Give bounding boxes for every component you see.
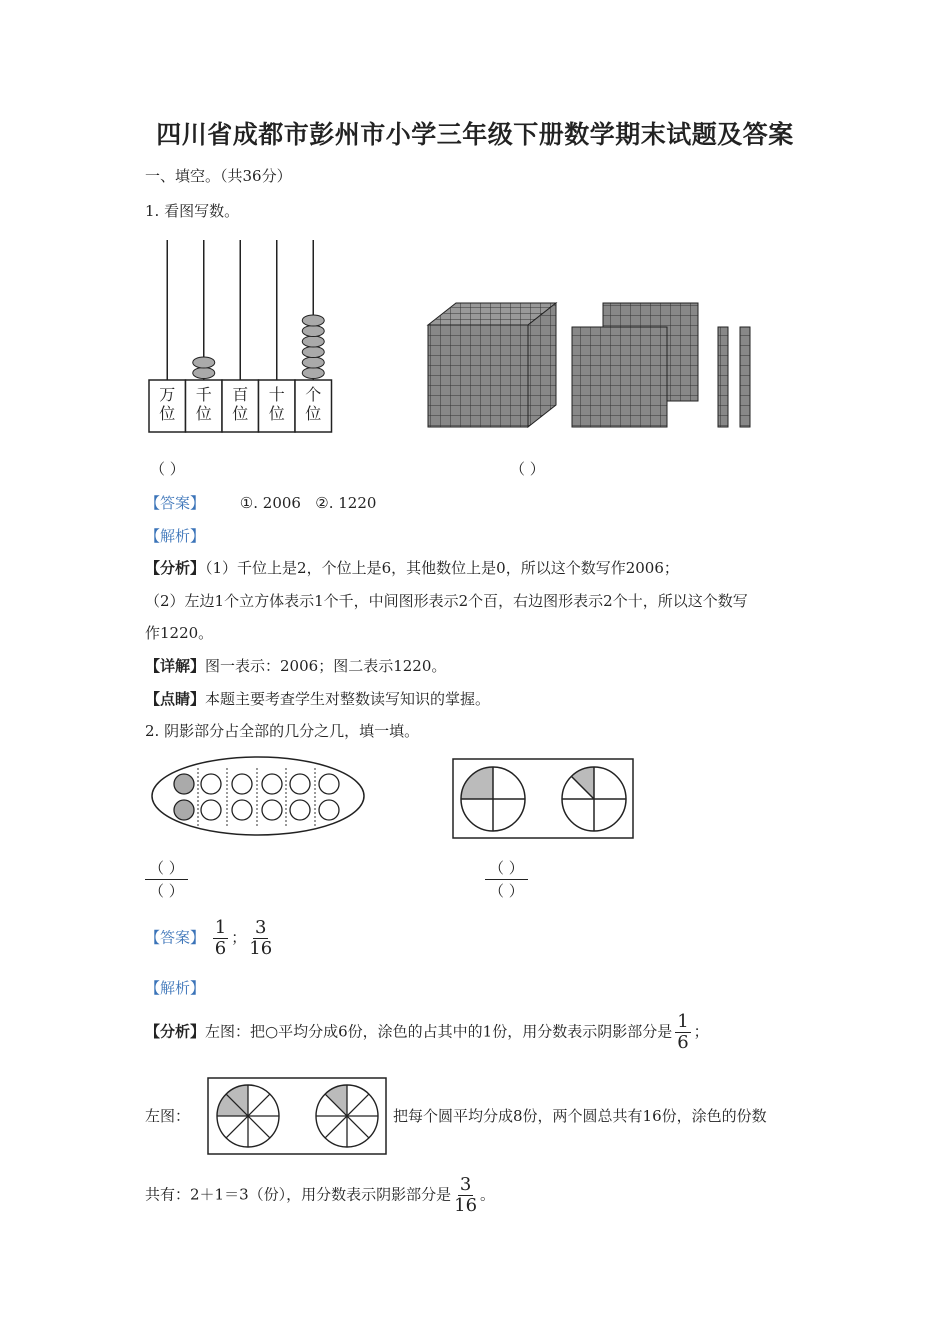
fenxi-tag: 【分析】 — [145, 559, 206, 577]
ten-rod — [718, 327, 728, 427]
page-title: 四川省成都市彭州市小学三年级下册数学期末试题及答案 — [156, 120, 794, 149]
eighths-circles-figure — [207, 1077, 387, 1155]
answer-blank-left[interactable]: （ ） — [150, 460, 185, 478]
ten-rod — [740, 327, 750, 427]
eighths-circle-left — [217, 1085, 279, 1147]
eighth-circle-right — [562, 767, 626, 831]
answer-tag: 【答案】 — [145, 928, 206, 947]
blank-denominator[interactable]: （ ） — [149, 882, 184, 900]
counting-circle — [201, 774, 221, 794]
abacus-bead — [193, 357, 215, 368]
xiangjie-text: 图一表示：2006；图二表示1220。 — [205, 657, 447, 675]
analysis-tag: 【解析】 — [145, 979, 206, 997]
counting-circle — [262, 774, 282, 794]
counting-circle — [290, 800, 310, 820]
abacus-place-label: 位 — [305, 404, 322, 423]
hundred-flat-front — [572, 327, 667, 427]
fenxi-line-3: 作1220。 — [145, 624, 214, 642]
abacus-place-label: 个 — [305, 385, 322, 404]
numerator: 3 — [254, 917, 267, 938]
abacus-place-label: 千 — [195, 385, 212, 404]
abacus-place-label: 万 — [159, 385, 176, 404]
left-figure-text: 把每个圆平均分成8份，两个圆总共有16份，涂色的份数 — [393, 1107, 767, 1125]
abacus-place-label: 位 — [159, 404, 176, 423]
base-ten-blocks-figure — [420, 295, 760, 435]
fenxi-fraction — [675, 1012, 690, 1053]
numerator: 1 — [677, 1011, 689, 1032]
answer-text: ①. 2006 ②. 1220 — [239, 494, 377, 512]
dianjing-tag: 【点睛】 — [145, 690, 206, 708]
counting-circle — [290, 774, 310, 794]
blank-denominator[interactable]: （ ） — [489, 882, 524, 900]
abacus-place-label: 位 — [268, 404, 285, 423]
counting-circle — [174, 800, 194, 820]
answer-fraction-1 — [213, 918, 228, 959]
section-heading: 一、填空。（共36分） — [145, 167, 292, 185]
abacus-place-label: 位 — [232, 404, 249, 423]
answer-blank-right[interactable]: （ ） — [510, 460, 545, 478]
separator: ； — [231, 928, 247, 947]
counting-circle — [232, 800, 252, 820]
abacus-bead — [193, 368, 215, 379]
numerator: 1 — [214, 917, 227, 938]
abacus-figure — [140, 236, 340, 436]
punctuation: 。 — [480, 1185, 496, 1204]
denominator: 16 — [249, 938, 273, 959]
fenxi-text: （1）千位上是2，个位上是6，其他数位上是0，所以这个数写作2006； — [205, 559, 679, 577]
denominator: 6 — [214, 938, 227, 959]
shaded-sector — [325, 1085, 347, 1116]
denominator: 16 — [454, 1195, 478, 1216]
total-text: 共有：2＋1＝3（份），用分数表示阴影部分是 — [145, 1185, 452, 1204]
denominator: 6 — [677, 1032, 689, 1053]
counting-circle — [319, 800, 339, 820]
counting-circle — [201, 800, 221, 820]
counting-circle — [319, 774, 339, 794]
counting-circle — [174, 774, 194, 794]
question-1-prompt: 1. 看图写数。 — [145, 202, 240, 220]
abacus-bead — [302, 326, 324, 337]
quarter-circle-left — [461, 767, 525, 831]
abacus-place-label: 位 — [195, 404, 212, 423]
eighths-circle-right — [316, 1085, 378, 1147]
abacus-place-label: 十 — [268, 385, 285, 404]
thousand-cube — [428, 303, 556, 427]
punctuation: ； — [693, 1022, 709, 1041]
blank-fraction-left[interactable] — [145, 857, 188, 902]
blank-numerator[interactable]: （ ） — [145, 857, 188, 880]
abacus-bead — [302, 368, 324, 379]
fenxi-text: 左图：把○平均分成6份，涂色的占其中的1份，用分数表示阴影部分是 — [205, 1022, 673, 1041]
xiangjie-tag: 【详解】 — [145, 657, 206, 675]
counting-circle — [262, 800, 282, 820]
oval-circles-figure — [150, 754, 372, 840]
analysis-tag: 【解析】 — [145, 527, 206, 545]
blank-numerator[interactable]: （ ） — [485, 857, 528, 880]
question-2-prompt: 2. 阴影部分占全部的几分之几，填一填。 — [145, 722, 420, 740]
blank-fraction-right[interactable] — [485, 857, 528, 902]
dianjing-text: 本题主要考查学生对整数读写知识的掌握。 — [205, 690, 491, 708]
numerator: 3 — [459, 1174, 472, 1195]
total-fraction — [454, 1175, 477, 1216]
abacus-bead — [302, 347, 324, 358]
answer-tag: 【答案】 — [145, 494, 206, 512]
fenxi-line-2: （2）左边1个立方体表示1个千，中间图形表示2个百，右边图形表示2个十，所以这个数写 — [145, 592, 748, 610]
counting-circle — [232, 774, 252, 794]
fenxi-tag: 【分析】 — [145, 1022, 206, 1041]
left-figure-label: 左图： — [145, 1107, 191, 1125]
abacus-bead — [302, 315, 324, 326]
abacus-bead — [302, 357, 324, 368]
answer-fraction-2 — [249, 918, 272, 959]
abacus-place-label: 百 — [232, 385, 249, 404]
quarter-circles-figure — [452, 758, 634, 840]
abacus-bead — [302, 336, 324, 347]
